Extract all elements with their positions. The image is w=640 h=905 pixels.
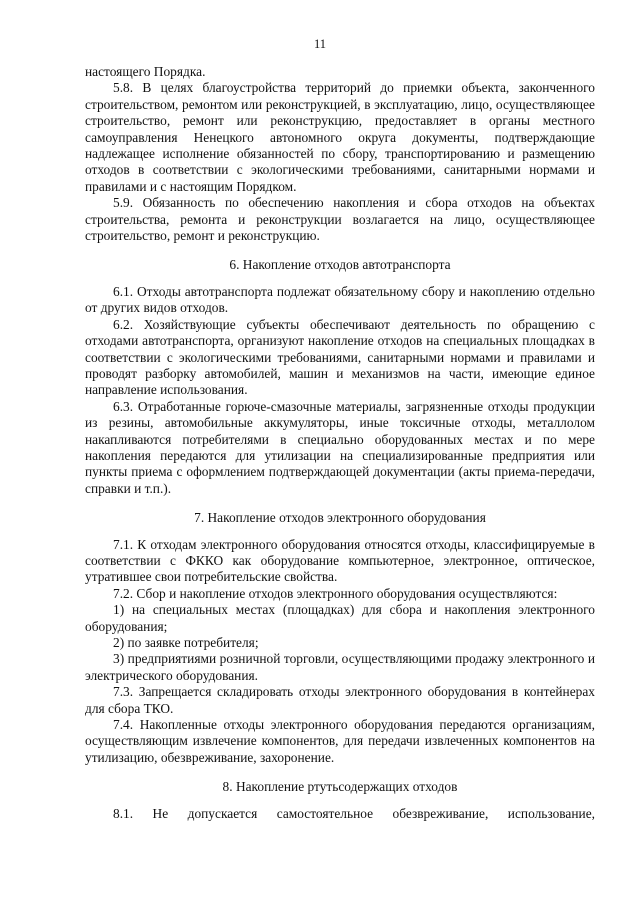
paragraph-5-9: 5.9. Обязанность по обеспечению накопления и сбора отходов на объектах строительства, ремонта и реконструкции возлагается на лицо, осуществляющее строительство, ремонт и реконструкцию. — [85, 195, 595, 244]
paragraph-8-1: 8.1. Не допускается самостоятельное обезвреживание, использование, — [113, 805, 595, 821]
paragraph-6-1: 6.1. Отходы автотранспорта подлежат обязательному сбору и накоплению отдельно от других видов отходов. — [85, 283, 595, 316]
paragraph-6-3: 6.3. Отработанные горюче-смазочные материалы, загрязненные отходы продукции из резины, автомобильные аккумуляторы, иные токсичные отходы, металлолом накапливаются потребителями в специально оборудованных местах и по мере накопления передаются для утилизации на специализированные предприятия или пункты приема с оформлением подтверждающей документации (акты приема-передачи, справки и т.п.). — [85, 398, 595, 496]
section-heading-7: 7. Накопление отходов электронного оборудования — [194, 510, 486, 526]
section-heading-8: 8. Накопление ртутьсодержащих отходов — [222, 779, 458, 795]
list-item-7-2-1: 1) на специальных местах (площадках) для сбора и накопления электронного оборудования; — [85, 602, 595, 634]
document-body — [85, 64, 595, 822]
paragraph-7-2: 7.2. Сбор и накопление отходов электронного оборудования осуществляются: — [113, 585, 558, 601]
list-item-7-2-3: 3) предприятиями розничной торговли, осуществляющими продажу электронного и электрического оборудования. — [85, 651, 595, 683]
section-heading-6: 6. Накопление отходов автотранспорта — [229, 257, 451, 273]
paragraph-5-8: 5.8. В целях благоустройства территорий до приемки объекта, законченного строительством, ремонтом или реконструкцией, в эксплуатацию, лицо, осуществляющее строительство, ремонт или реконструкцию, предоставляет в органы местного самоуправления Ненецкого автономного округа документы, подтверждающие надлежащее исполнение обязанностей по сбору, транспортированию и размещению отходов в соответствии с экологическими требованиями, санитарными нормами и правилами и с настоящим Порядком. — [85, 80, 595, 194]
paragraph-6-2: 6.2. Хозяйствующие субъекты обеспечивают деятельность по обращению с отходами автотранспорта, организуют накопление отходов на специальных площадках в соответствии с экологическими требованиями, санитарными нормами и правилами и проводят разборку автомобилей, машин и механизмов на части, имеющие единое направление использования. — [85, 316, 595, 398]
paragraph-intro-tail: настоящего Порядка. — [85, 64, 206, 79]
paragraph-7-3: 7.3. Запрещается складировать отходы электронного оборудования в контейнерах для сбора ТКО. — [85, 684, 595, 716]
list-item-7-2-2: 2) по заявке потребителя; — [113, 635, 259, 650]
page-number: 11 — [313, 37, 327, 51]
paragraph-7-4: 7.4. Накопленные отходы электронного оборудования передаются организациям, осуществляющим извлечение компонентов, для передачи извлеченных компонентов на утилизацию, обезвреживание, захоронение. — [85, 717, 595, 765]
paragraph-7-1: 7.1. К отходам электронного оборудования относятся отходы, классифицируемые в соответствии с ФККО как оборудование компьютерное, электронное, оптическое, утратившее свои потребительские свойства. — [85, 536, 595, 585]
